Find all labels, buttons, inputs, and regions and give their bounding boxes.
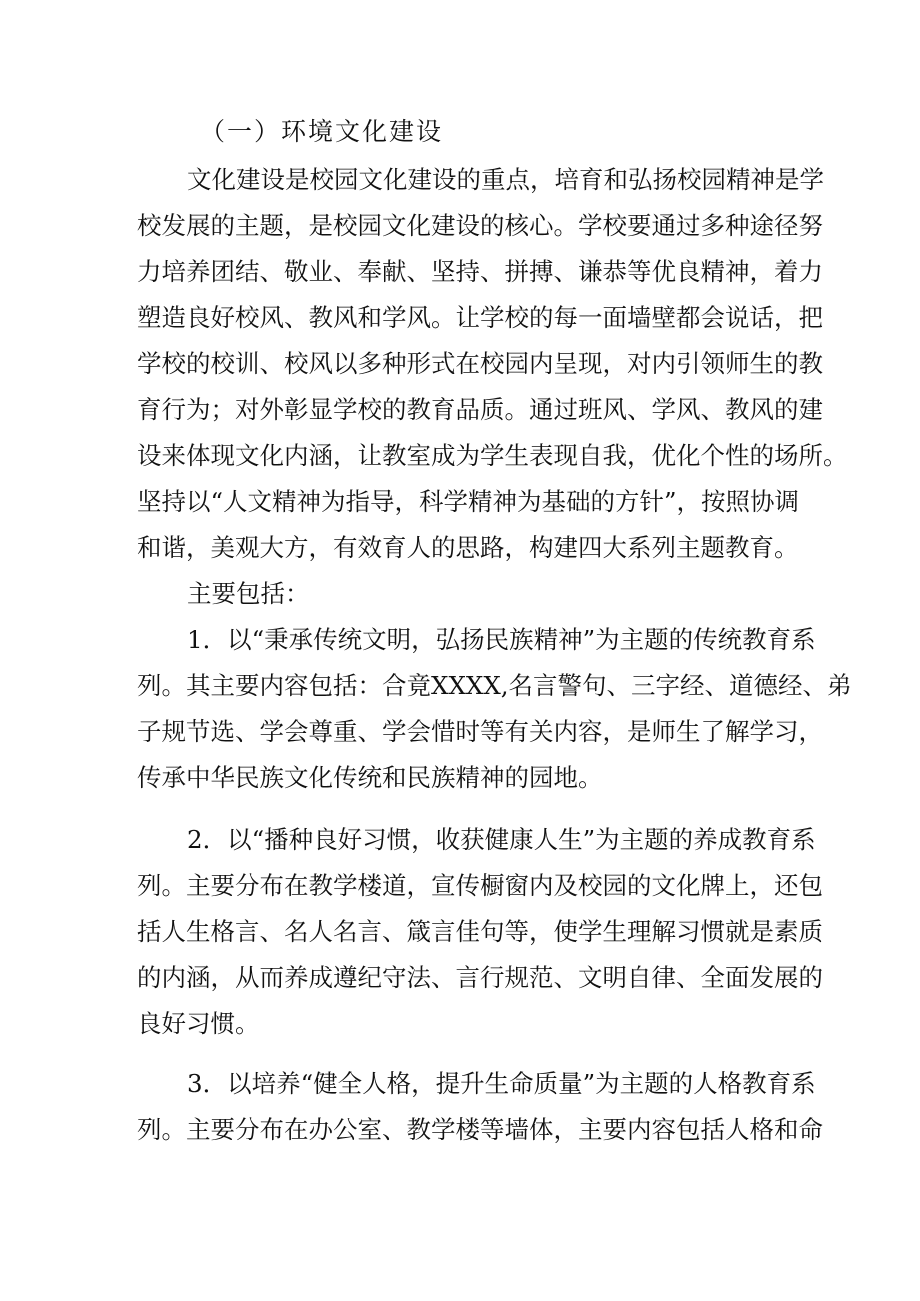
section-heading: （一）环境文化建设 (200, 117, 444, 146)
paragraph-line: 育行为；对外彰显学校的教育品质。通过班风、学风、教风的建 (137, 395, 823, 424)
list-item-line: 1．以“秉承传统文明，弘扬民族精神”为主题的传统教育系 (187, 625, 816, 654)
paragraph-line: 设来体现文化内涵，让教室成为学生表现自我，优化个性的场所。 (137, 441, 848, 470)
list-item-line: 列。主要分布在办公室、教学楼等墙体，主要内容包括人格和命 (137, 1115, 823, 1144)
list-item-line: 传承中华民族文化传统和民族精神的园地。 (137, 763, 603, 792)
list-item-line: 2．以“播种良好习惯，收获健康人生”为主题的养成教育系 (187, 825, 816, 854)
list-item-line: 子规节选、学会尊重、学会惜时等有关内容，是师生了解学习， (137, 717, 823, 746)
paragraph-line: 和谐，美观大方，有效育人的思路，构建四大系列主题教育。 (137, 533, 799, 562)
paragraph-line: 坚持以“人文精神为指导，科学精神为基础的方针”，按照协调 (137, 487, 800, 516)
paragraph-line: 塑造良好校风、教风和学风。让学校的每一面墙壁都会说话，把 (137, 303, 823, 332)
list-item-line: 括人生格言、名人名言、箴言佳句等，使学生理解习惯就是素质 (137, 917, 823, 946)
list-item-line: 3．以培养“健全人格，提升生命质量”为主题的人格教育系 (187, 1069, 816, 1098)
list-item-line: 良好习惯。 (137, 1009, 260, 1038)
paragraph-line: 力培养团结、敬业、奉献、坚持、拼搏、谦恭等优良精神，着力 (137, 257, 823, 286)
paragraph-line: 文化建设是校园文化建设的重点，培育和弘扬校园精神是学 (187, 165, 824, 194)
paragraph-line: 校发展的主题，是校园文化建设的核心。学校要通过多种途径努 (137, 211, 823, 240)
paragraph-line: 学校的校训、校风以多种形式在校园内呈现，对内引领师生的教 (137, 349, 823, 378)
paragraph-line: 主要包括： (187, 579, 310, 608)
list-item-line: 列。主要分布在教学楼道，宣传橱窗内及校园的文化牌上，还包 (137, 871, 823, 900)
list-item-line: 的内涵，从而养成遵纪守法、言行规范、文明自律、全面发展的 (137, 963, 823, 992)
list-item-line: 列。其主要内容包括：合竟XXXX,名言警句、三字经、道德经、弟 (137, 671, 852, 700)
